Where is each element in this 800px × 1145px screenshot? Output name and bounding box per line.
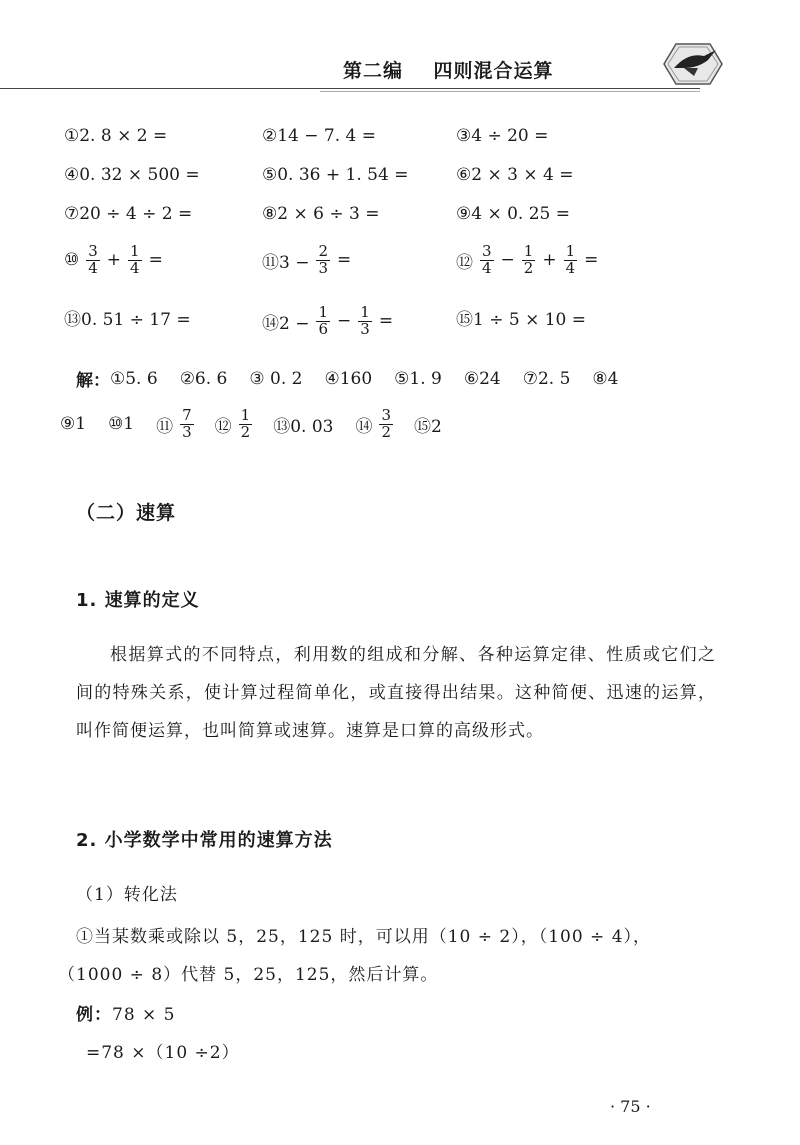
solution-answer: ⑦2. 5 (522, 368, 571, 389)
solution-label: 解： (76, 371, 110, 391)
fraction-numerator: 7 (182, 406, 192, 424)
solution-line-2 (56, 408, 460, 441)
expression-text: = (337, 250, 352, 271)
exercise-7 (60, 204, 196, 224)
fraction-numerator: 1 (130, 242, 140, 260)
rule-line-2: （1000 ÷ 8）代替 5，25，125，然后计算。 (58, 965, 439, 985)
solution-answer: ②6. 6 (179, 368, 228, 389)
exercise-5 (258, 165, 412, 185)
solution-answer (351, 408, 396, 441)
running-header-title: 第二编 四则混合运算 (343, 60, 554, 82)
expression-text: ④0. 32 × 500 = (64, 165, 200, 185)
method-title: （1）转化法 (76, 885, 178, 905)
fraction (316, 305, 330, 338)
exercise-10 (60, 244, 167, 277)
fraction-numerator: 1 (360, 303, 370, 321)
fraction (358, 305, 372, 338)
exercise-6 (452, 165, 577, 185)
expression-text: = (378, 311, 394, 332)
expression-text: − (500, 250, 515, 271)
expression-text: ⑧2 × 6 ÷ 3 = (262, 204, 380, 224)
expression-text: ⑫ (214, 416, 232, 437)
exercise-2 (258, 126, 380, 146)
expression-text: ③4 ÷ 20 = (456, 126, 549, 146)
definition-paragraph: 根据算式的不同特点，利用数的组成和分解、各种运算定律、性质或它们之间的特殊关系，使计算过程简单化，或直接得出结果。这种简便、迅速的运算，叫作简便运算，也叫简算或速算。速算是口算的高级形式。 (76, 645, 716, 741)
fraction (180, 408, 194, 441)
section-heading: （二）速算 (76, 502, 177, 524)
exercise-11 (258, 244, 355, 277)
exercise-14 (258, 305, 397, 338)
expression-text: ⑥2 × 3 × 4 = (456, 165, 574, 185)
solution-answer (56, 414, 90, 434)
fraction-denominator: 3 (182, 422, 192, 441)
fraction (239, 408, 253, 441)
fraction-denominator: 4 (482, 258, 492, 277)
exercise-13 (60, 305, 195, 330)
exercise-1 (60, 126, 171, 146)
example-step: =78 ×（10 ÷2） (86, 1043, 240, 1063)
fraction (379, 408, 393, 441)
fraction-denominator: 2 (381, 422, 392, 441)
expression-text: ⑨4 × 0. 25 = (456, 204, 571, 224)
fraction-numerator: 1 (565, 242, 576, 260)
expression-text: ②14 − 7. 4 = (262, 126, 377, 146)
fraction-denominator: 4 (565, 258, 576, 277)
expression-text: ⑤0. 36 + 1. 54 = (262, 165, 409, 185)
expression-text: ①2. 8 × 2 = (64, 126, 168, 146)
expression-text: − (337, 311, 352, 332)
fraction-numerator: 1 (523, 242, 534, 260)
fraction (480, 244, 494, 277)
example-expression: 78 × 5 (112, 1005, 176, 1025)
header-rule (0, 88, 700, 89)
solution-answer (152, 408, 197, 441)
solution-answer: ①5. 6 (110, 368, 158, 389)
fraction-numerator: 3 (381, 406, 392, 424)
exercise-3 (452, 126, 552, 146)
fraction-denominator: 4 (130, 258, 140, 277)
expression-text: ⑬0. 51 ÷ 17 = (64, 310, 191, 330)
fraction-numerator: 3 (88, 242, 98, 260)
expression-text: ⑪3 − (262, 252, 310, 273)
expression-text: ⑭ (355, 416, 373, 437)
exercise-12 (452, 244, 602, 277)
fraction-denominator: 2 (240, 422, 251, 441)
exercise-9 (452, 204, 574, 224)
expression-text: + (106, 250, 122, 271)
solution-answer: ⑥24 (463, 368, 501, 389)
expression-text: ⑦20 ÷ 4 ÷ 2 = (64, 204, 193, 224)
solution-answer (410, 412, 446, 437)
example-line (76, 1000, 176, 1025)
fraction-denominator: 6 (318, 319, 329, 338)
expression-text: ⑮1 ÷ 5 × 10 = (456, 310, 587, 330)
fraction-denominator: 2 (523, 258, 534, 277)
expression-text: ⑮2 (414, 416, 442, 437)
expression-text: + (542, 250, 557, 271)
solution-answer: ⑤1. 9 (394, 368, 442, 389)
expression-text: ⑩ (64, 250, 80, 271)
fraction-denominator: 3 (318, 258, 329, 277)
solution-answer (104, 414, 138, 434)
expression-text: ⑨1 (60, 414, 87, 435)
bird-hexagon-logo-icon (654, 38, 726, 90)
expression-text: ⑭2 − (262, 313, 310, 334)
solution-answer (211, 408, 256, 441)
solution-line-1 (76, 366, 640, 391)
exercise-15 (452, 305, 590, 330)
fraction-denominator: 3 (360, 319, 370, 338)
fraction (522, 244, 536, 277)
expression-text: = (148, 250, 163, 271)
solution-answer (269, 412, 337, 437)
exercise-4 (60, 165, 204, 185)
fraction-numerator: 1 (318, 303, 329, 321)
subsection-heading-methods: 2. 小学数学中常用的速算方法 (76, 830, 333, 851)
expression-text: ⑫ (456, 252, 473, 273)
expression-text: ⑩1 (108, 414, 135, 435)
fraction (128, 244, 142, 277)
exercise-8 (258, 204, 383, 224)
fraction (564, 244, 578, 277)
rule-line-1: ①当某数乘或除以 5，25，125 时，可以用（10 ÷ 2），（100 ÷ 4）， (76, 927, 652, 947)
fraction (86, 244, 100, 277)
solution-answer: ⑧4 (592, 368, 619, 389)
solution-answer: ③ 0. 2 (249, 368, 303, 389)
fraction-denominator: 4 (88, 258, 98, 277)
expression-text: = (584, 250, 599, 271)
page-number: · 75 · (610, 1097, 651, 1116)
example-label: 例： (76, 1005, 112, 1025)
fraction-numerator: 1 (240, 406, 251, 424)
subsection-heading-definition: 1. 速算的定义 (76, 590, 200, 611)
expression-text: ⑪ (156, 416, 174, 437)
fraction (316, 244, 330, 277)
header-rule-secondary (320, 91, 700, 92)
fraction-numerator: 3 (482, 242, 492, 260)
fraction-numerator: 2 (318, 242, 329, 260)
expression-text: ⑬0. 03 (273, 416, 334, 437)
solution-answer: ④160 (324, 368, 373, 389)
